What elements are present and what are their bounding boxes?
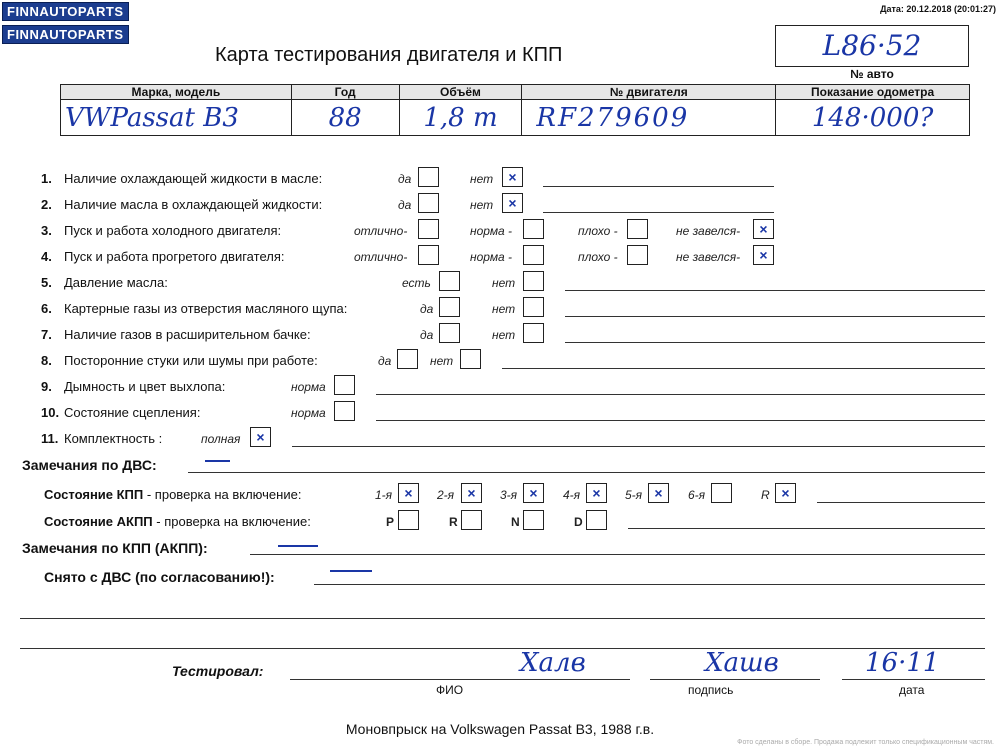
blank-line: [20, 618, 985, 619]
option-label: полная: [201, 432, 241, 446]
checkbox-yes[interactable]: [418, 167, 439, 187]
auto-gearbox-label-rest: - проверка на включение:: [152, 514, 311, 529]
item-text: Состояние сцепления:: [64, 405, 201, 420]
option-label: да: [420, 302, 434, 316]
item-number: 2.: [41, 197, 52, 212]
option-label: норма -: [470, 224, 513, 238]
checkbox-no[interactable]: [502, 167, 523, 187]
option-label: плохо -: [578, 250, 618, 264]
dash-mark: [278, 545, 318, 547]
dash-mark: [205, 460, 230, 462]
volume-value: 1,8 т: [423, 102, 498, 133]
gear-label: D: [574, 515, 583, 529]
item-text: Картерные газы из отверстия масляного щупа:: [64, 301, 348, 316]
model-value: VWPassat B3: [65, 102, 239, 133]
tested-label: Тестировал:: [172, 663, 264, 679]
remarks-gearbox-line: [250, 554, 985, 555]
checkbox-normal[interactable]: [334, 401, 355, 421]
checkbox-not-started[interactable]: [753, 219, 774, 239]
option-label: нет: [430, 354, 454, 368]
checkbox-no[interactable]: [502, 193, 523, 213]
brand-logo-top: FINNAUTOPARTS: [2, 2, 129, 21]
item-number: 5.: [41, 275, 52, 290]
remarks-engine-line: [188, 472, 985, 473]
gearbox-line: [817, 502, 985, 503]
option-label: норма: [291, 380, 326, 394]
date-line: [842, 679, 985, 680]
remarks-gearbox-label: Замечания по КПП (АКПП):: [22, 540, 208, 556]
footer-caption: Моновпрыск на Volkswagen Passat B3, 1988 г.в.: [345, 721, 655, 737]
option-label: плохо -: [578, 224, 618, 238]
fio-label: ФИО: [436, 683, 464, 697]
item-number: 7.: [41, 327, 52, 342]
answer-line: [543, 186, 774, 187]
option-label: да: [420, 328, 434, 342]
option-label: есть: [402, 276, 431, 290]
checkbox-excellent[interactable]: [418, 245, 439, 265]
checkbox-no[interactable]: [523, 271, 544, 291]
auto-number-label: № авто: [850, 67, 894, 81]
checkbox-gear-2[interactable]: [461, 483, 482, 503]
checkbox-normal[interactable]: [334, 375, 355, 395]
item-text: Пуск и работа холодного двигателя:: [64, 223, 282, 238]
lot-code: L86·52: [822, 29, 922, 62]
checkbox-no[interactable]: [523, 323, 544, 343]
item-text: Дымность и цвет выхлопа:: [64, 379, 226, 394]
gearbox-label-bold: Состояние КПП: [44, 487, 144, 502]
item-number: 4.: [41, 249, 52, 264]
checkbox-gear-1[interactable]: [398, 483, 419, 503]
checkbox-no[interactable]: [523, 297, 544, 317]
gear-label: 4-я: [563, 488, 581, 502]
gear-label: 6-я: [688, 488, 706, 502]
auto-gearbox-line: [628, 528, 985, 529]
item-text: Пуск и работа прогретого двигателя:: [64, 249, 285, 264]
signature-value: Хашв: [705, 648, 779, 678]
checkbox-bad[interactable]: [627, 245, 648, 265]
col-year-label: Год: [291, 85, 399, 100]
check-mark: ×: [781, 485, 790, 501]
check-mark: ×: [529, 485, 538, 501]
check-mark: ×: [404, 485, 413, 501]
brand-logo-bottom: FINNAUTOPARTS: [2, 25, 129, 44]
answer-line: [376, 420, 985, 421]
answer-line: [565, 316, 985, 317]
item-number: 9.: [41, 379, 52, 394]
gear-label: 3-я: [500, 488, 518, 502]
option-label: отлично-: [354, 250, 408, 264]
auto-gearbox-label: [44, 514, 311, 529]
item-text: Комплектность :: [64, 431, 163, 446]
check-mark: ×: [508, 195, 517, 211]
checkbox-normal[interactable]: [523, 219, 544, 239]
fio-line: [290, 679, 630, 680]
col-odometer-label: Показание одометра: [776, 85, 970, 100]
gear-label: 1-я: [375, 488, 393, 502]
answer-line: [565, 342, 985, 343]
item-number: 10.: [41, 405, 60, 420]
gear-label: N: [511, 515, 520, 529]
option-label: норма -: [470, 250, 513, 264]
checkbox-no[interactable]: [460, 349, 481, 369]
vehicle-table: [60, 84, 970, 136]
option-label: нет: [470, 198, 494, 212]
odometer-value: 148·000?: [811, 102, 934, 133]
item-text: Наличие масла в охлаждающей жидкости:: [64, 197, 323, 212]
checkbox-gear-n[interactable]: [523, 510, 544, 530]
item-text: Давление масла:: [64, 275, 168, 290]
item-number: 1.: [41, 171, 52, 186]
option-label: норма: [291, 406, 326, 420]
col-engine-label: № двигателя: [522, 85, 776, 100]
checkbox-yes[interactable]: [397, 349, 418, 369]
removed-line: [314, 584, 985, 585]
option-label: не завелся-: [676, 224, 741, 238]
gear-label: R: [761, 488, 770, 502]
answer-line: [292, 446, 985, 447]
dash-mark: [330, 570, 372, 572]
gear-label: 5-я: [625, 488, 643, 502]
lot-box: [775, 25, 969, 67]
answer-line: [543, 212, 774, 213]
option-label: да: [398, 198, 412, 212]
engine-number-value: RF279609: [536, 102, 690, 133]
checkbox-yes[interactable]: [439, 297, 460, 317]
checkbox-normal[interactable]: [523, 245, 544, 265]
answer-line: [565, 290, 985, 291]
checkbox-gear-3[interactable]: [523, 483, 544, 503]
option-label: отлично-: [354, 224, 408, 238]
date-value: 16·11: [865, 648, 940, 678]
check-mark: ×: [467, 485, 476, 501]
auto-gearbox-label-bold: Состояние АКПП: [44, 514, 153, 529]
date-stamp: Дата: 20.12.2018 (20:01:27): [880, 4, 996, 14]
item-number: 8.: [41, 353, 52, 368]
item-text: Посторонние стуки или шумы при работе:: [64, 353, 318, 368]
checkbox-yes[interactable]: [439, 323, 460, 343]
checkbox-gear-r[interactable]: [461, 510, 482, 530]
answer-line: [502, 368, 985, 369]
gearbox-label: [44, 487, 301, 502]
checkbox-gear-6[interactable]: [711, 483, 732, 503]
checkbox-excellent[interactable]: [418, 219, 439, 239]
gearbox-label-rest: - проверка на включение:: [143, 487, 302, 502]
signature-label: подпись: [688, 683, 734, 697]
remarks-engine-label: Замечания по ДВС:: [22, 457, 157, 473]
year-value: 88: [328, 102, 362, 133]
gear-label: 2-я: [437, 488, 455, 502]
checkbox-bad[interactable]: [627, 219, 648, 239]
blank-line: [20, 648, 985, 649]
fio-value: Халв: [520, 648, 586, 678]
check-mark: ×: [759, 221, 768, 237]
gear-label: R: [449, 515, 458, 529]
check-mark: ×: [759, 247, 768, 263]
check-mark: ×: [508, 169, 517, 185]
checkbox-gear-4[interactable]: [586, 483, 607, 503]
gear-label: P: [386, 515, 395, 529]
option-label: нет: [470, 172, 494, 186]
option-label: не завелся-: [676, 250, 741, 264]
item-text: Наличие охлаждающей жидкости в масле:: [64, 171, 323, 186]
item-text: Наличие газов в расширительном бачке:: [64, 327, 311, 342]
answer-line: [376, 394, 985, 395]
form-title: Карта тестирования двигателя и КПП: [215, 44, 563, 66]
col-volume-label: Объём: [399, 85, 522, 100]
col-model-label: Марка, модель: [61, 85, 292, 100]
option-label: да: [398, 172, 412, 186]
date-label: дата: [899, 683, 925, 697]
checkbox-gear-reverse[interactable]: [775, 483, 796, 503]
option-label: нет: [492, 276, 516, 290]
removed-label: Снято с ДВС (по согласованию!):: [44, 569, 275, 585]
check-mark: ×: [256, 429, 265, 445]
checkbox-gear-d[interactable]: [586, 510, 607, 530]
watermark: Фото сделаны в сборе. Продажа подлежит только спецификационным частям.: [737, 739, 994, 746]
checkbox-yes[interactable]: [439, 271, 460, 291]
check-mark: ×: [592, 485, 601, 501]
item-number: 11.: [41, 431, 59, 446]
option-label: да: [378, 354, 392, 368]
checkbox-yes[interactable]: [418, 193, 439, 213]
signature-line: [650, 679, 820, 680]
check-mark: ×: [654, 485, 663, 501]
checkbox-gear-p[interactable]: [398, 510, 419, 530]
option-label: нет: [492, 328, 516, 342]
checkbox-complete[interactable]: [250, 427, 271, 447]
checkbox-gear-5[interactable]: [648, 483, 669, 503]
item-number: 3.: [41, 223, 52, 238]
checkbox-not-started[interactable]: [753, 245, 774, 265]
option-label: нет: [492, 302, 516, 316]
item-number: 6.: [41, 301, 52, 316]
